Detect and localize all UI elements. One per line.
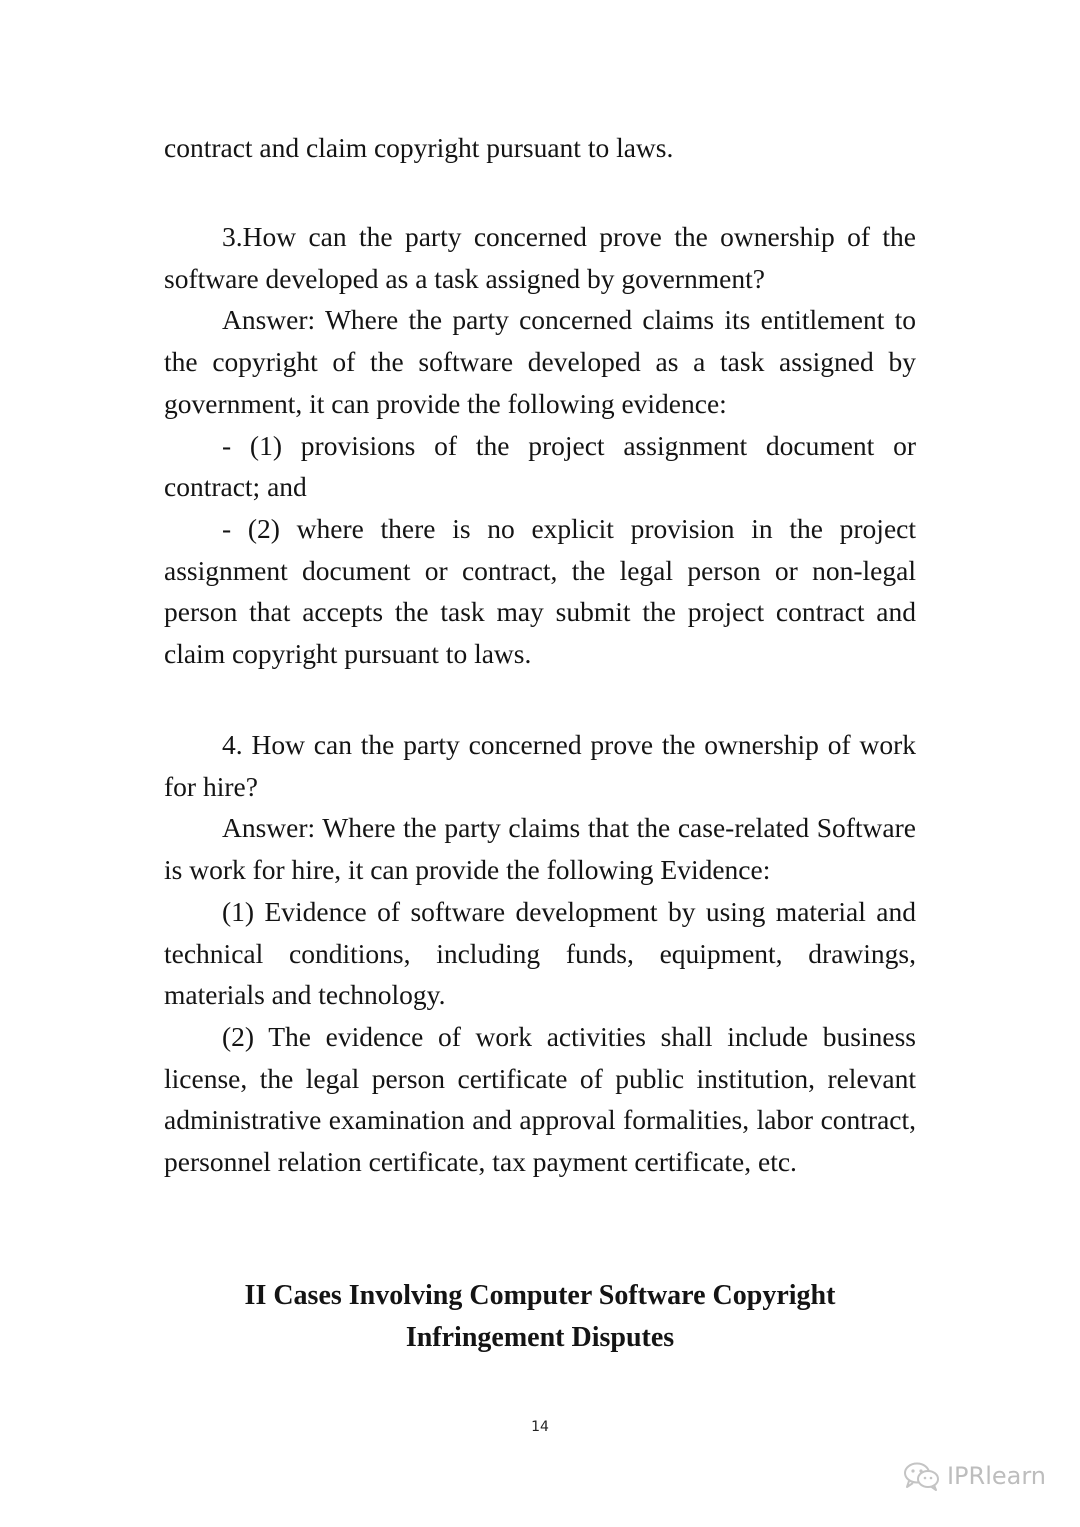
section-heading-line-2: Infringement Disputes: [405, 1322, 675, 1353]
question-4-heading: 4. How can the party concerned prove the ownership of work for hire?: [164, 729, 916, 802]
question-4-item-1: (1) Evidence of software development by using material and technical conditions, including funds, equipment, drawings, materials and technology.: [164, 895, 916, 1011]
continuation-paragraph: contract and claim copyright pursuant to laws.: [164, 132, 674, 163]
watermark: [903, 1460, 1046, 1492]
section-heading: [164, 1275, 916, 1359]
question-3-heading: 3.How can the party concerned prove the ownership of the software developed as a task assigned by government?: [164, 221, 916, 294]
continuation-block: [164, 127, 916, 169]
page-number: 14: [531, 1419, 549, 1435]
question-3-item-2: - (2) where there is no explicit provision in the project assignment document or contract, the legal person or non-legal person that accepts the task may submit the project contract and claim copyright pursuant to laws.: [164, 512, 916, 670]
section-heading-line-1: II Cases Involving Computer Software Copyright: [244, 1280, 836, 1311]
question-4-item-2: (2) The evidence of work activities shall include business license, the legal person certificate of public institution, relevant administrative examination and approval formalities, labor contract, personnel relation certificate, tax payment certificate, etc.: [164, 1020, 916, 1178]
question-3-answer: Answer: Where the party concerned claims its entitlement to the copyright of the software developed as a task assigned by government, it can provide the following evidence:: [164, 304, 916, 419]
question-3-block: [164, 216, 916, 675]
watermark-text: IPRlearn: [946, 1462, 1046, 1490]
question-3-item-1: - (1) provisions of the project assignment document or contract; and: [164, 429, 916, 503]
question-4-block: [164, 724, 916, 1183]
question-4-answer: Answer: Where the party claims that the case-related Software is work for hire, it can provide the following Evidence:: [164, 812, 916, 886]
wechat-icon: [903, 1461, 941, 1491]
